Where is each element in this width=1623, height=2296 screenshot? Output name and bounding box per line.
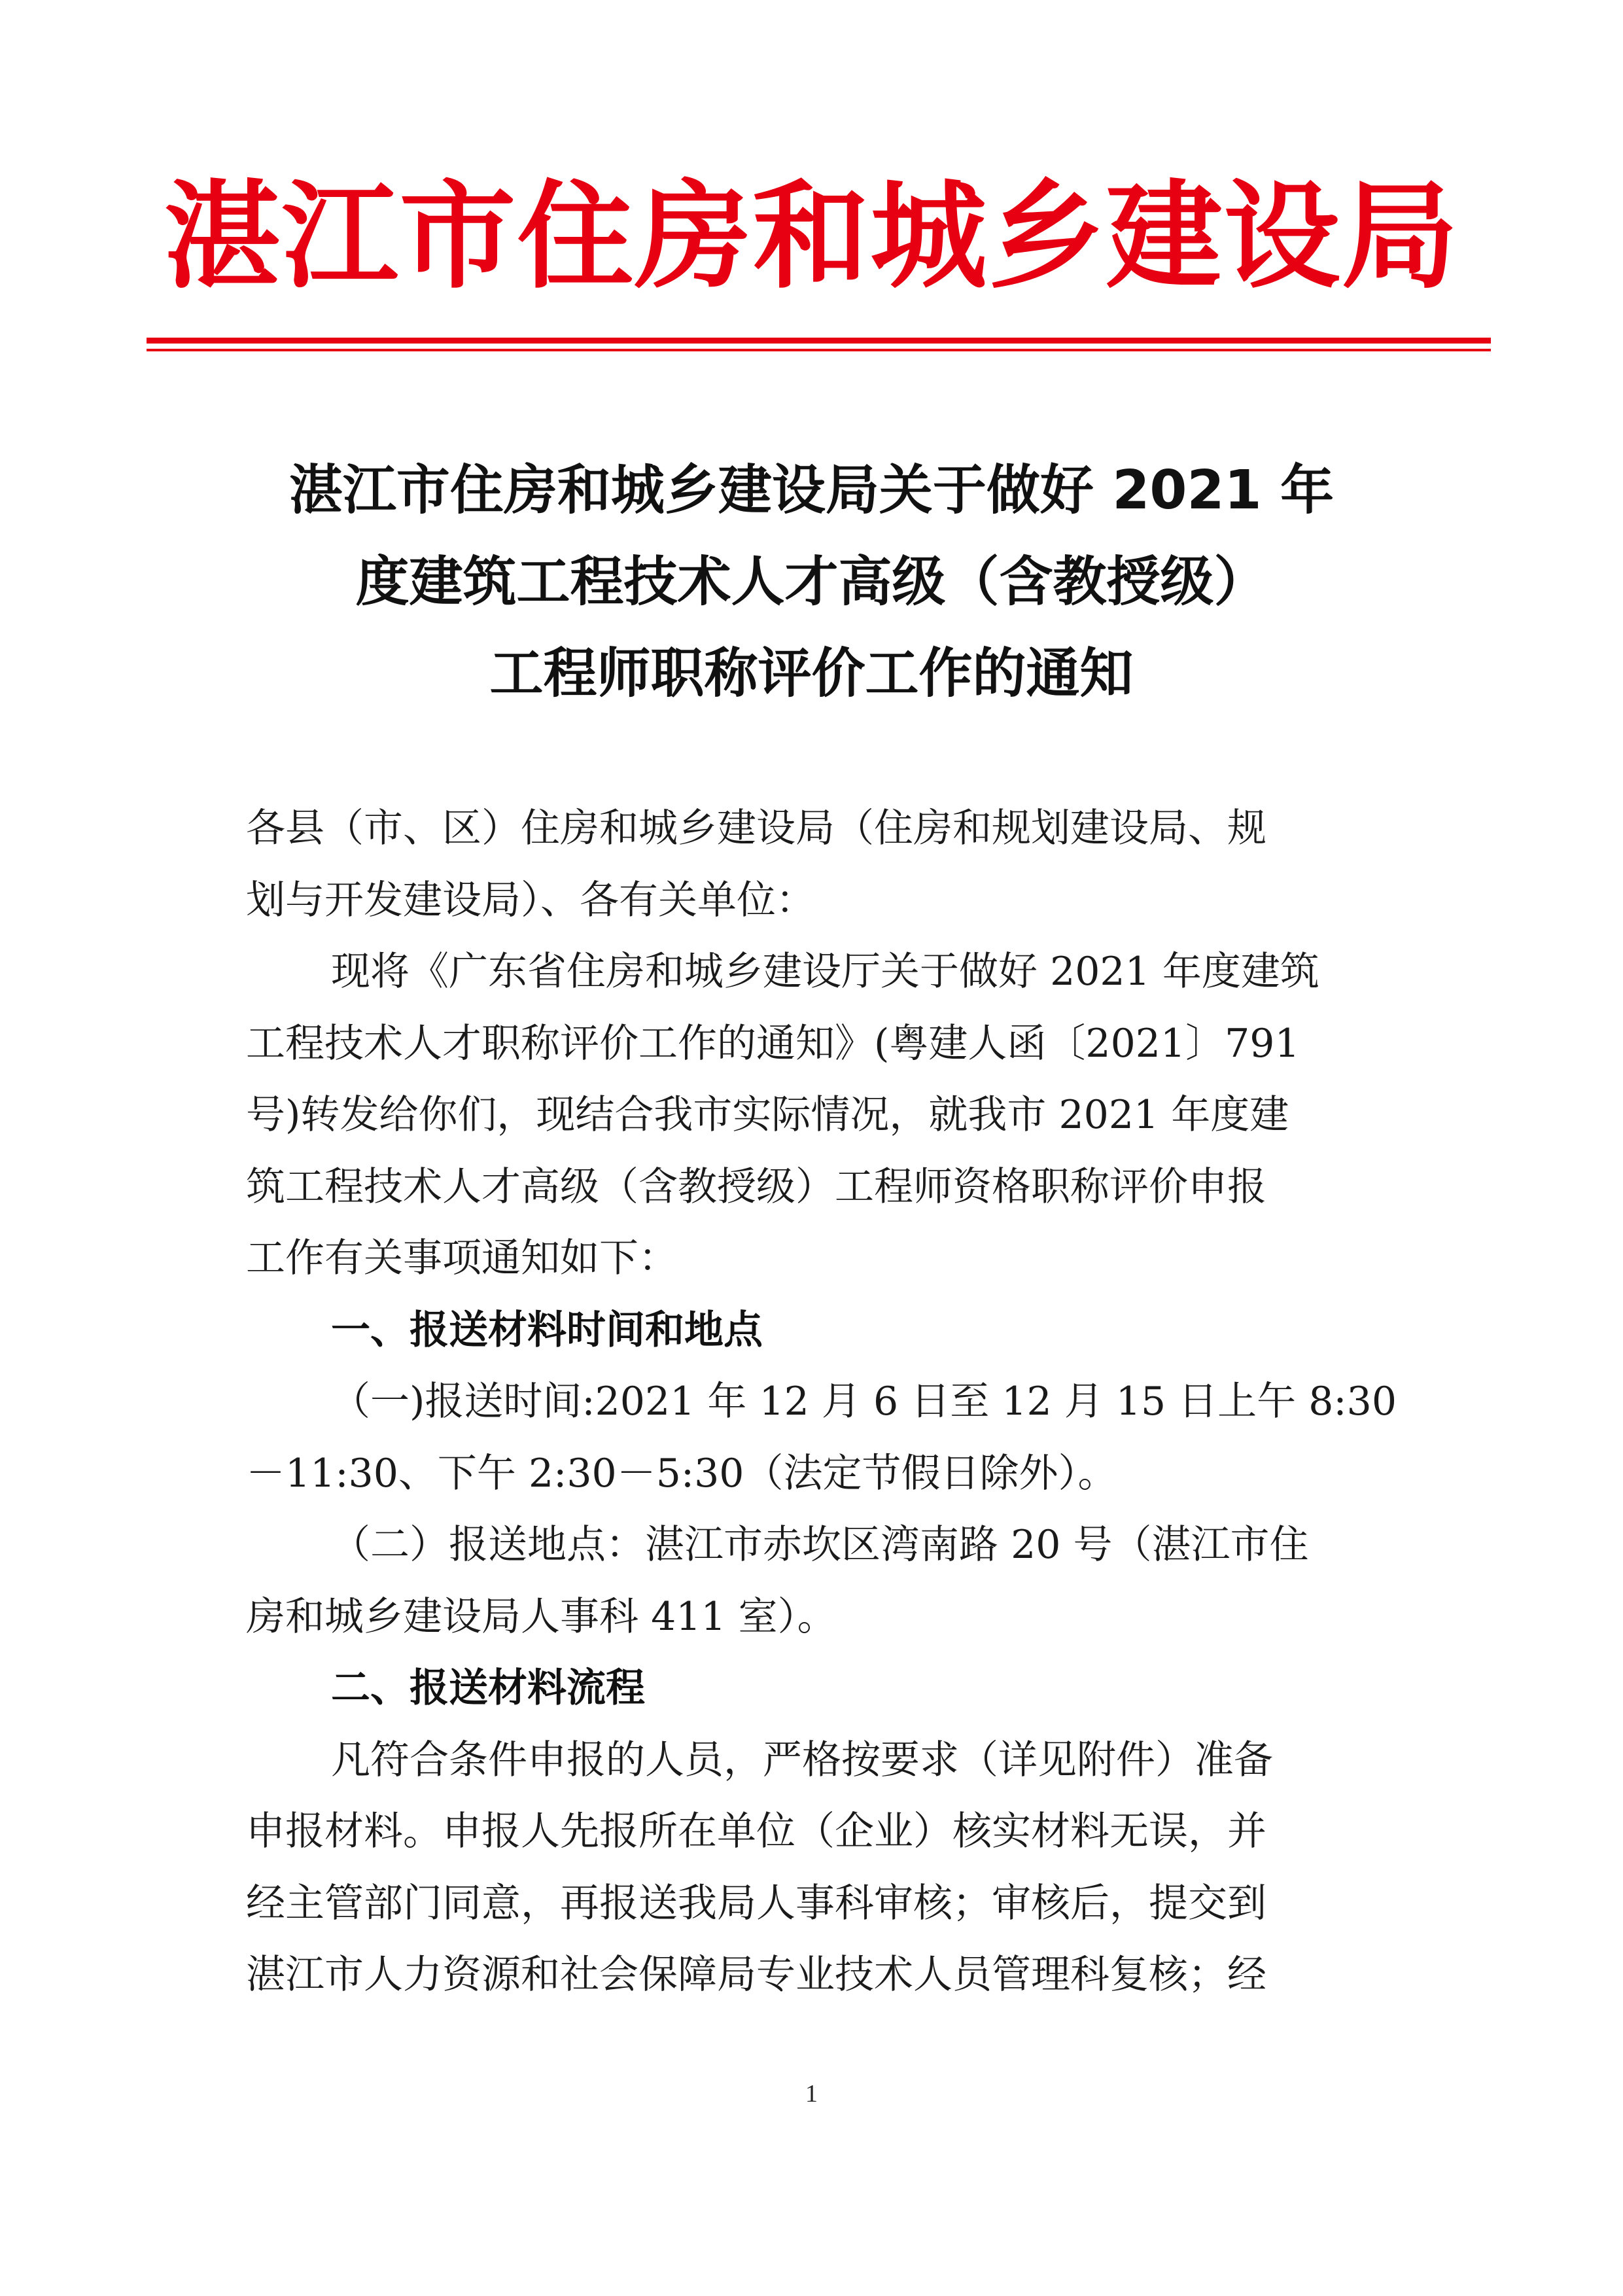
- document-title: [0, 445, 1623, 720]
- title-line: 度建筑工程技术人才高级（含教授级）: [355, 551, 1268, 613]
- document-body: [246, 793, 1397, 2011]
- page-number: 1: [805, 2080, 818, 2108]
- intro-line: 工作有关事项通知如下：: [246, 1235, 678, 1281]
- submission-location-line: 房和城乡建设局人事科 411 室）。: [246, 1593, 837, 1640]
- intro-line: 工程技术人才职称评价工作的通知》(粤建人函〔2021〕791: [246, 1020, 1300, 1067]
- submission-location-line: （二）报送地点：湛江市赤坎区湾南路 20 号（湛江市住: [331, 1522, 1309, 1568]
- issuer-masthead: 湛江市住房和城乡建设局: [164, 169, 1459, 304]
- process-line: 湛江市人力资源和社会保障局专业技术人员管理科复核；经: [246, 1952, 1266, 1998]
- title-line: 湛江市住房和城乡建设局关于做好 2021 年: [288, 459, 1335, 521]
- addressee-line: 各县（市、区）住房和城乡建设局（住房和规划建设局、规: [246, 805, 1266, 851]
- process-line: 凡符合条件申报的人员，严格按要求（详见附件）准备: [331, 1737, 1273, 1783]
- intro-line: 筑工程技术人才高级（含教授级）工程师资格职称评价申报: [246, 1163, 1266, 1210]
- addressee-line: 划与开发建设局）、各有关单位：: [246, 877, 815, 923]
- submission-time-line: －11:30、下午 2:30－5:30（法定节假日除外）。: [246, 1450, 1117, 1496]
- section-heading-2: 二、报送材料流程: [331, 1665, 645, 1711]
- intro-line: 号)转发给你们，现结合我市实际情况，就我市 2021 年度建: [246, 1092, 1289, 1138]
- red-header-rule-thick: [147, 338, 1491, 344]
- title-line: 工程师职称评价工作的通知: [489, 643, 1134, 705]
- process-line: 经主管部门同意，再报送我局人事科审核；审核后，提交到: [246, 1880, 1266, 1926]
- section-heading-1: 一、报送材料时间和地点: [331, 1307, 763, 1353]
- intro-line: 现将《广东省住房和城乡建设厅关于做好 2021 年度建筑: [331, 949, 1319, 995]
- red-header-rule-thin: [147, 349, 1491, 351]
- submission-time-line: （一)报送时间:2021 年 12 月 6 日至 12 月 15 日上午 8:30: [331, 1379, 1397, 1424]
- process-line: 申报材料。申报人先报所在单位（企业）核实材料无误，并: [246, 1809, 1266, 1854]
